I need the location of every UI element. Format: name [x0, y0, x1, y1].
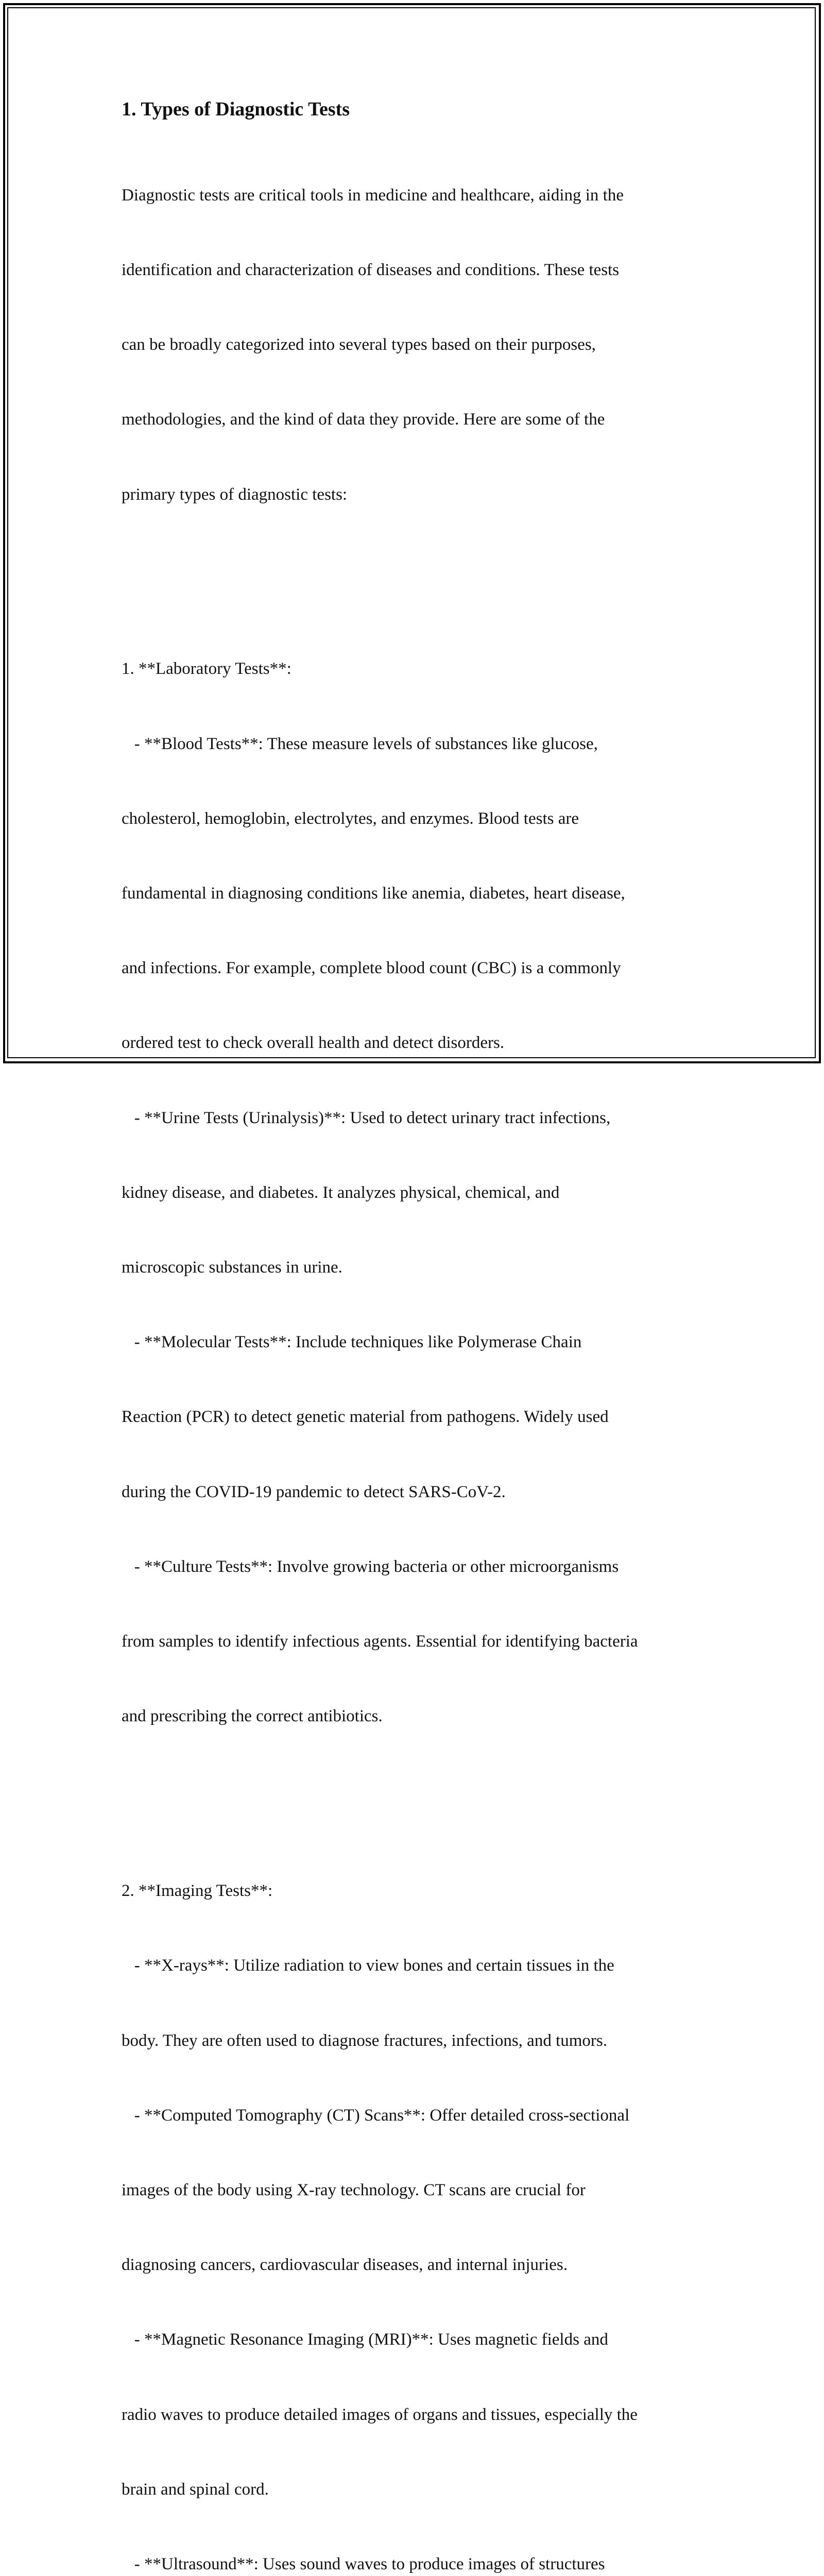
- lab-line: - **Blood Tests**: These measure levels of substances like glucose,: [122, 734, 598, 753]
- laboratory-tests-heading: 1. **Laboratory Tests**:: [122, 659, 291, 679]
- lab-line: kidney disease, and diabetes. It analyzes physical, chemical, and: [122, 1183, 560, 1202]
- intro-paragraph: [122, 133, 703, 2576]
- intro-line: Diagnostic tests are critical tools in medicine and healthcare, aiding in the: [122, 185, 624, 205]
- imaging-line: - **Computed Tomography (CT) Scans**: Offer detailed cross-sectional: [122, 2106, 630, 2125]
- lab-line: fundamental in diagnosing conditions like anemia, diabetes, heart disease,: [122, 884, 625, 903]
- imaging-line: diagnosing cancers, cardiovascular diseases, and internal injuries.: [122, 2256, 568, 2275]
- imaging-line: - **X-rays**: Utilize radiation to view bones and certain tissues in the: [122, 1956, 614, 1975]
- imaging-line: - **Ultrasound**: Uses sound waves to produce images of structures: [122, 2554, 605, 2573]
- lab-line: from samples to identify infectious agents. Essential for identifying bacteria: [122, 1632, 638, 1651]
- section-heading: 1. Types of Diagnostic Tests: [122, 98, 350, 120]
- imaging-line: - **Magnetic Resonance Imaging (MRI)**: Uses magnetic fields and: [122, 2330, 608, 2349]
- intro-line: can be broadly categorized into several types based on their purposes,: [122, 335, 596, 354]
- intro-line: methodologies, and the kind of data they provide. Here are some of the: [122, 410, 605, 429]
- lab-line: and prescribing the correct antibiotics.: [122, 1707, 383, 1726]
- imaging-line: brain and spinal cord.: [122, 2480, 269, 2499]
- lab-line: - **Molecular Tests**: Include techniques like Polymerase Chain: [122, 1333, 582, 1352]
- blank-line: [122, 557, 703, 582]
- lab-line: cholesterol, hemoglobin, electrolytes, and enzymes. Blood tests are: [122, 809, 579, 828]
- imaging-line: body. They are often used to diagnose fractures, infections, and tumors.: [122, 2031, 607, 2050]
- imaging-line: radio waves to produce detailed images of organs and tissues, especially the: [122, 2405, 638, 2424]
- imaging-tests-heading: 2. **Imaging Tests**:: [122, 1882, 273, 1901]
- lab-line: Reaction (PCR) to detect genetic material from pathogens. Widely used: [122, 1408, 609, 1427]
- lab-line: ordered test to check overall health and detect disorders.: [122, 1033, 505, 1053]
- intro-line: primary types of diagnostic tests:: [122, 485, 348, 504]
- imaging-line: images of the body using X-ray technology. CT scans are crucial for: [122, 2180, 586, 2199]
- blank-line: [122, 1778, 703, 1803]
- lab-line: microscopic substances in urine.: [122, 1258, 342, 1277]
- lab-line: during the COVID-19 pandemic to detect SARS-CoV-2.: [122, 1482, 506, 1501]
- lab-line: - **Urine Tests (Urinalysis)**: Used to detect urinary tract infections,: [122, 1108, 611, 1127]
- document-body: [122, 96, 703, 2576]
- lab-line: and infections. For example, complete blood count (CBC) is a commonly: [122, 959, 621, 978]
- intro-line: identification and characterization of diseases and conditions. These tests: [122, 261, 620, 280]
- lab-line: - **Culture Tests**: Involve growing bacteria or other microorganisms: [122, 1557, 619, 1576]
